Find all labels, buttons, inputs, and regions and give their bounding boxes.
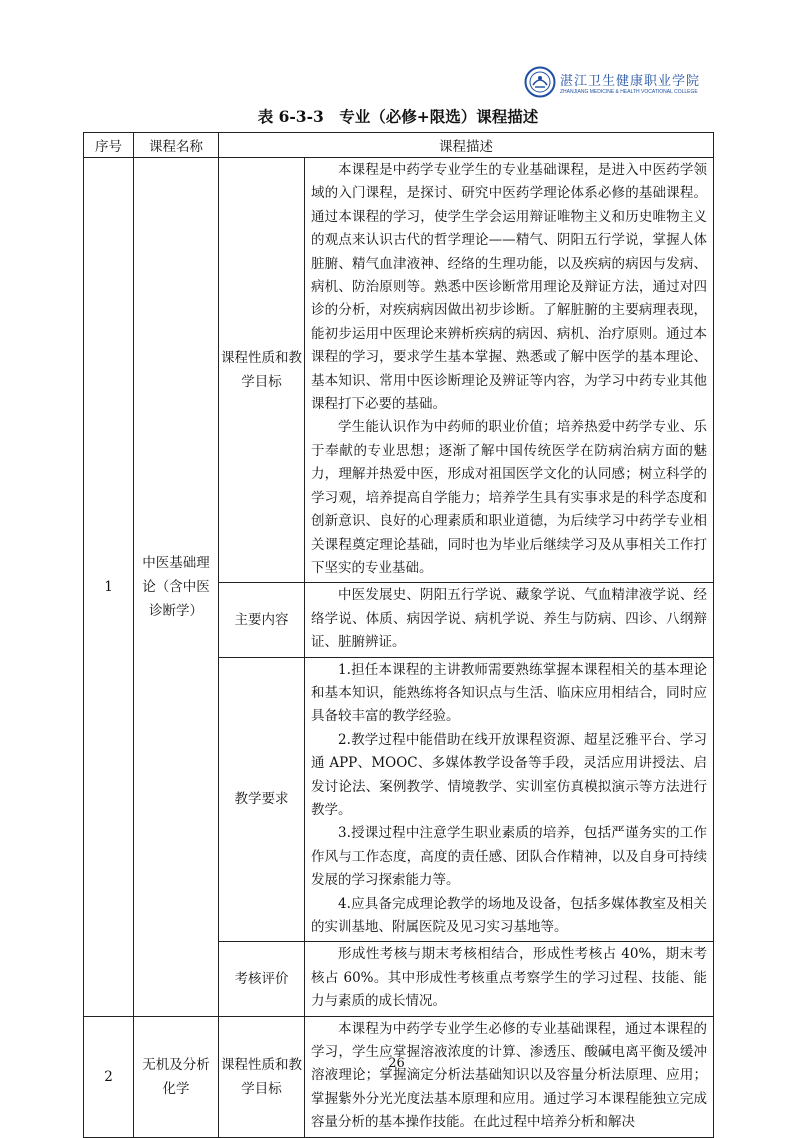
- paragraph: 中医发展史、阴阳五行学说、藏象学说、气血精津液学说、经络学说、体质、病因学说、病机学说、养生与防病、四诊、八纲辩证、脏腑辨证。: [311, 587, 707, 651]
- section-label: 考核评价: [219, 942, 305, 1016]
- table-row: [84, 1016, 714, 1137]
- section-label: 课程性质和教学目标: [219, 1016, 305, 1137]
- course-name: 无机及分析化学: [134, 1016, 219, 1137]
- course-index: 1: [84, 158, 134, 1017]
- college-logo: [524, 64, 724, 100]
- section-content: [305, 583, 714, 657]
- course-name: 中医基础理论（含中医诊断学）: [134, 158, 219, 1017]
- paragraph: 本课程为中药学专业学生必修的专业基础课程，通过本课程的学习，学生应掌握溶液浓度的计算、渗透压、酸碱电离平衡及缓冲溶液理论；掌握滴定分析法基础知识以及容量分析法原理、应用；掌握紫外分光光度法基本原理和应用。通过学习本课程能独立完成容量分析的基本操作技能。在此过程中培养分析和解决: [311, 1020, 707, 1131]
- paragraph: 1.担任本课程的主讲教师需要熟练掌握本课程相关的基本理论和基本知识，能熟练将各知识点与生活、临床应用相结合，同时应具备较丰富的教学经验。: [311, 661, 707, 725]
- header-course-name: 课程名称: [134, 133, 219, 158]
- paragraph: 4.应具备完成理论教学的场地及设备，包括多媒体教室及相关的实训基地、附属医院及见习实习基地等。: [311, 895, 707, 935]
- course-description-table: [83, 132, 714, 1138]
- section-label: 主要内容: [219, 583, 305, 657]
- table-title: 表 6-3-3 专业（必修+限选）课程描述: [257, 107, 539, 126]
- paragraph: 本课程是中药学专业学生的专业基础课程，是进入中医药学领域的入门课程，是探讨、研究中医药学理论体系必修的基础课程。通过本课程的学习，使学生学会运用辩证唯物主义和历史唯物主义的观点来认识古代的哲学理论——精气、阴阳五行学说，掌握人体脏腑、精气血津液神、经络的生理功能，以及疾病的病因与发病、病机、防治原则等。熟悉中医诊断常用理论及辩证方法，通过对四诊的分析，对疾病病因做出初步诊断。了解脏腑的主要病理表现，能初步运用中医理论来辨析疾病的病因、病机、治疗原则。通过本课程的学习，要求学生基本掌握、熟悉或了解中医学的基本理论、基本知识、常用中医诊断理论及辨证等内容，为学习中药专业其他课程打下必要的基础。: [311, 162, 707, 413]
- page-number: 26: [388, 1056, 405, 1071]
- course-index: 2: [84, 1016, 134, 1137]
- section-content: [305, 1016, 714, 1137]
- paragraph: 3.授课过程中注意学生职业素质的培养，包括严谨务实的工作作风与工作态度，高度的责任感、团队合作精神，以及自身可持续发展的学习探索能力等。: [311, 825, 707, 889]
- table-row: [84, 158, 714, 583]
- logo-chinese-name: 湛江卫生健康职业学院: [560, 73, 701, 89]
- section-content: [305, 158, 714, 583]
- paragraph: 学生能认识作为中药师的职业价值；培养热爱中药学专业、乐于奉献的专业思想；逐渐了解中国传统医学在防病治病方面的魅力，理解并热爱中医，形成对祖国医学文化的认同感；树立科学的学习观，培养提高自学能力；培养学生具有实事求是的科学态度和创新意识、良好的心理素质和职业道德，为后续学习中药学专业相关课程奠定理论基础，同时也为毕业后继续学习及从事相关工作打下坚实的专业基础。: [311, 419, 707, 576]
- header-index: 序号: [84, 133, 134, 158]
- paragraph: 形成性考核与期末考核相结合，形成性考核占 40%，期末考核占 60%。其中形成性考核重点考察学生的学习过程、技能、能力与素质的成长情况。: [311, 946, 707, 1010]
- header-row: [84, 133, 714, 158]
- header-course-description: 课程描述: [219, 133, 714, 158]
- section-content: [305, 657, 714, 942]
- logo-english-name: ZHANJIANG MEDICINE & HEALTH VOCATIONAL COLLEGE: [560, 88, 698, 95]
- paragraph: 2.教学过程中能借助在线开放课程资源、超星泛雅平台、学习通 APP、MOOC、多媒体教学设备等手段，灵活应用讲授法、启发讨论法、案例教学、情境教学、实训室仿真模拟演示等方法进行教学。: [311, 731, 707, 818]
- section-label: 课程性质和教学目标: [219, 158, 305, 583]
- college-seal-icon: [524, 66, 556, 98]
- section-content: [305, 942, 714, 1016]
- section-label: 教学要求: [219, 657, 305, 942]
